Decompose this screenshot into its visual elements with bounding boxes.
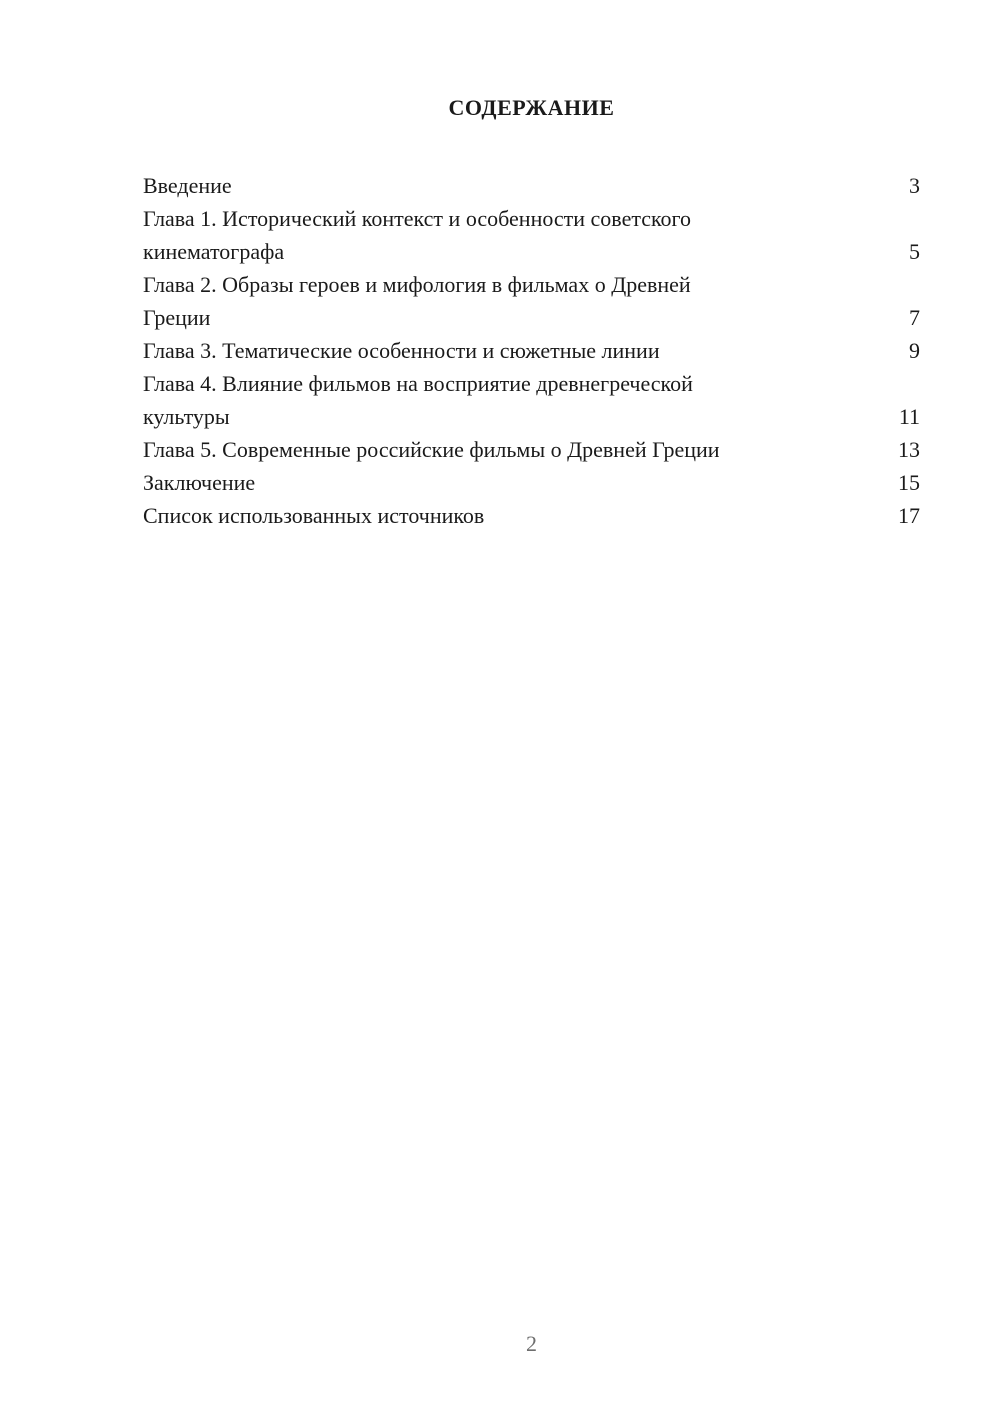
- toc-entry-text: [143, 334, 889, 367]
- toc-entry: [143, 433, 920, 466]
- toc-entry: [143, 334, 920, 367]
- toc-entry-page-number: 15: [898, 470, 920, 495]
- toc-entry-line: Глава 2. Образы героев и мифология в фильмах о Древней: [143, 272, 691, 297]
- toc-entry-page-number: 5: [909, 239, 920, 264]
- toc-entry-page-number: 13: [898, 437, 920, 462]
- toc-entry: [143, 202, 920, 268]
- toc-entry-line: кинематографа: [143, 239, 285, 264]
- toc-entry-text: [143, 367, 879, 433]
- toc-entry-line: Глава 1. Исторический контекст и особенности советского: [143, 206, 692, 231]
- toc-entry-text: [143, 499, 878, 532]
- toc-entry-line: Глава 5. Современные российские фильмы о Древней Греции: [143, 437, 720, 462]
- toc-entry: [143, 169, 920, 202]
- toc-entry-page-number: 3: [909, 173, 920, 198]
- toc-entry-page-number: 7: [909, 305, 920, 330]
- toc-entry-page-number: 9: [909, 338, 920, 363]
- toc-entry: [143, 367, 920, 433]
- toc-entry-page-number: 11: [898, 404, 920, 429]
- footer-page-number: 2: [526, 1331, 537, 1356]
- toc-entry-text: [143, 466, 878, 499]
- toc-entry: [143, 268, 920, 334]
- toc-entry: [143, 499, 920, 532]
- page-title: СОДЕРЖАНИЕ: [448, 95, 615, 120]
- toc-entry-line: Список использованных источников: [143, 503, 485, 528]
- toc-entry: [143, 466, 920, 499]
- toc-entry-line: Заключение: [143, 470, 256, 495]
- toc-entry-text: [143, 268, 889, 334]
- table-of-contents: [143, 169, 920, 532]
- toc-entry-text: [143, 433, 878, 466]
- toc-entry-text: [143, 169, 889, 202]
- toc-entry-line: Введение: [143, 173, 232, 198]
- toc-entry-line: Греции: [143, 305, 211, 330]
- toc-entry-line: культуры: [143, 404, 230, 429]
- toc-entry-page-number: 17: [898, 503, 920, 528]
- toc-entry-text: [143, 202, 889, 268]
- toc-entry-line: Глава 3. Тематические особенности и сюжетные линии: [143, 338, 660, 363]
- toc-entry-line: Глава 4. Влияние фильмов на восприятие древнегреческой: [143, 371, 693, 396]
